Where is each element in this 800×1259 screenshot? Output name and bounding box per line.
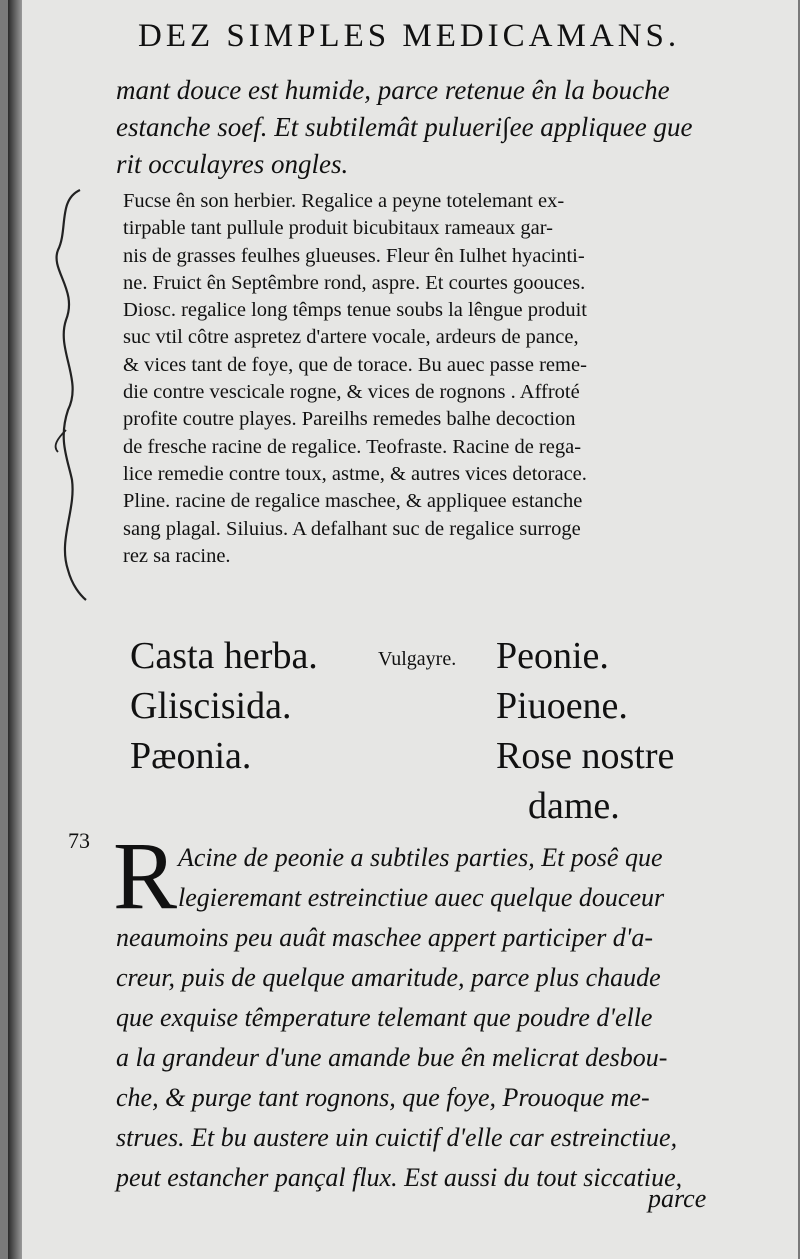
- text-line: lice remedie contre toux, astme, & autres vices detorace.: [123, 462, 587, 485]
- running-header: DEZ SIMPLES MEDICAMANS.: [138, 18, 681, 54]
- text-line: die contre vescicale rogne, & vices de rognons . Affroté: [123, 381, 580, 404]
- catchword: parce: [648, 1184, 707, 1213]
- text-line: que exquise têmperature telemant que poudre d'elle: [116, 1003, 653, 1032]
- body-paragraph: [123, 188, 753, 570]
- vulgar-name: Piuoene.: [496, 685, 628, 727]
- latin-name: Casta herba.: [130, 635, 318, 677]
- text-line: mant douce est humide, parce retenue ên la bouche: [116, 75, 670, 105]
- vulgar-name: dame.: [528, 785, 620, 827]
- text-line: neaumoins peu auât maschee appert participer d'a-: [116, 923, 654, 952]
- text-line: & vices tant de foye, que de torace. Bu auec passe reme-: [123, 353, 587, 376]
- intro-paragraph: [116, 72, 756, 183]
- vulgar-name: Rose nostre: [496, 735, 675, 777]
- text-line: Fucse ên son herbier. Regalice a peyne totelemant ex-: [123, 190, 565, 212]
- text-line: ne. Fruict ên Septêmbre rond, aspre. Et courtes goouces.: [123, 271, 586, 294]
- text-line: Pline. racine de regalice maschee, & appliquee estanche: [123, 490, 583, 513]
- latin-name: Gliscisida.: [130, 685, 292, 727]
- text-line: Diosc. regalice long têmps tenue soubs la lêngue produit: [123, 299, 587, 322]
- text-line: profite coutre playes. Pareilhs remedes balhe decoction: [123, 408, 576, 431]
- text-line: creur, puis de quelque amaritude, parce plus chaude: [116, 963, 661, 992]
- text-line: tirpable tant pullule produit bicubitaux rameaux gar-: [123, 217, 553, 240]
- text-line: de fresche racine de regalice. Teofraste. Racine de rega-: [123, 435, 582, 458]
- vulgar-name: Peonie.: [496, 635, 609, 677]
- main-paragraph-head: [178, 838, 800, 918]
- text-line: a la grandeur d'une amande bue ên melicrat desbou-: [116, 1043, 668, 1072]
- handwritten-bracket-mark: [28, 180, 88, 610]
- latin-name: Pæonia.: [130, 735, 252, 777]
- text-line: strues. Et bu austere uin cuictif d'elle car estreinctiue,: [116, 1123, 678, 1152]
- text-line: legieremant estreinctiue auec quelque douceur: [178, 883, 665, 912]
- text-line: peut estancher pançal flux. Est aussi du tout siccatiue,: [116, 1163, 683, 1192]
- text-line: che, & purge tant rognons, que foye, Prouoque me-: [116, 1083, 650, 1112]
- margin-number: 73: [68, 828, 90, 853]
- drop-cap: R: [113, 822, 178, 929]
- text-line: Acine de peonie a subtiles parties, Et posê que: [178, 843, 663, 872]
- text-line: rit occulayres ongles.: [116, 149, 349, 179]
- text-line: sang plagal. Siluius. A defalhant suc de regalice surroge: [123, 517, 581, 540]
- vulgar-label: Vulgayre.: [378, 648, 457, 670]
- text-line: rez sa racine.: [123, 544, 231, 567]
- text-line: estanche soef. Et subtilemât pulueri∫ee appliquee gue: [116, 112, 693, 142]
- text-line: suc vtil côtre aspretez d'artere vocale, ardeurs de pance,: [123, 326, 579, 349]
- page-gutter-shadow: [8, 0, 22, 1259]
- text-line: nis de grasses feulhes glueuses. Fleur ên Iulhet hyacinti-: [123, 244, 585, 267]
- main-paragraph: [116, 918, 756, 1198]
- page: [8, 0, 798, 1259]
